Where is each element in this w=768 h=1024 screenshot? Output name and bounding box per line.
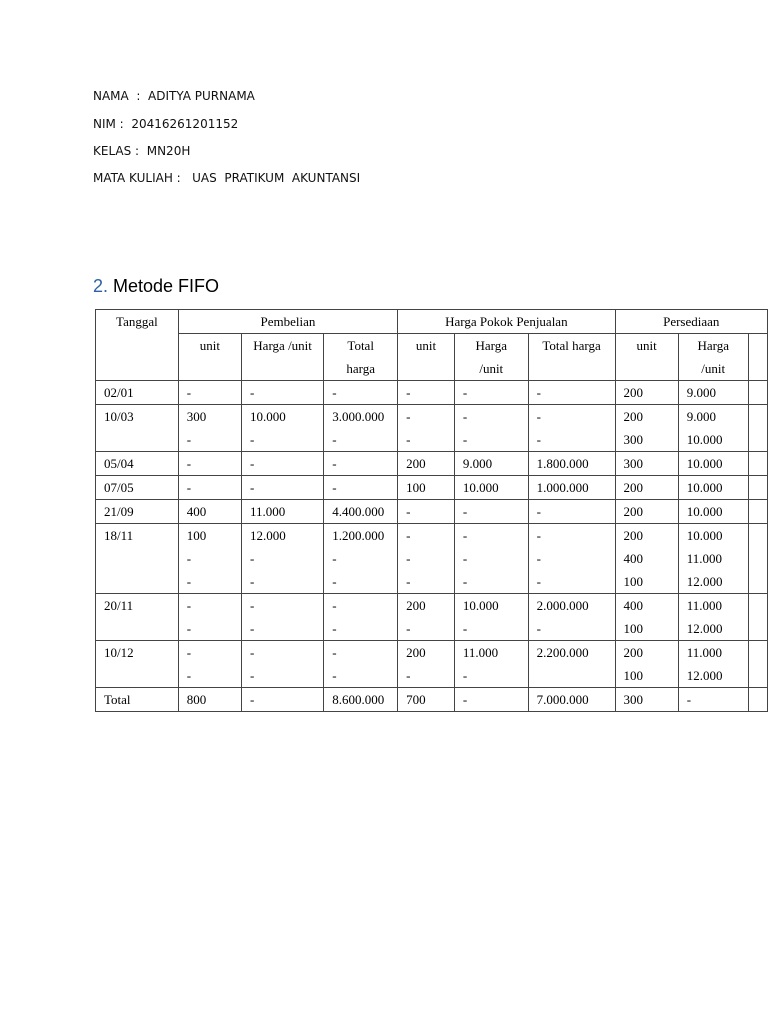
cell-p-harga: -: [242, 452, 324, 476]
cell-s-unit: 200 300: [615, 405, 678, 452]
cell-h-unit: 200: [398, 452, 455, 476]
section-heading: [93, 276, 219, 297]
cell-h-harga: -: [454, 381, 528, 405]
cell-persediaan-total: [748, 594, 767, 641]
cell-tanggal: 02/01: [96, 381, 179, 405]
cell-persediaan-total: [748, 500, 767, 524]
section-title: Metode FIFO: [108, 276, 220, 296]
cell-p-unit: 100 - -: [178, 524, 241, 594]
cell-h-total: 1.000.000: [528, 476, 615, 500]
cell-p-unit: -: [178, 452, 241, 476]
cell-p-total: -: [324, 381, 398, 405]
subheader-pembelian-unit: unit: [178, 334, 241, 381]
table-group-header: [96, 310, 768, 334]
cell-p-unit: -: [178, 381, 241, 405]
cell-s-harga: 9.000 10.000: [678, 405, 748, 452]
cell-p-unit: -: [178, 476, 241, 500]
cell-s-unit: 200: [615, 500, 678, 524]
header-persediaan: Persediaan: [615, 310, 767, 334]
cell-p-unit: - -: [178, 594, 241, 641]
cell-h-unit: - -: [398, 405, 455, 452]
cell-tanggal: 07/05: [96, 476, 179, 500]
cell-h-harga: - -: [454, 405, 528, 452]
cell-p-unit: 300 -: [178, 405, 241, 452]
header-hpp: Harga Pokok Penjualan: [398, 310, 615, 334]
subheader-hpp-unit: unit: [398, 334, 455, 381]
cell-tanggal: 18/11: [96, 524, 179, 594]
cell-h-harga: 10.000 -: [454, 594, 528, 641]
cell-p-harga: -: [242, 688, 324, 712]
cell-p-harga: - -: [242, 594, 324, 641]
cell-s-unit: 200 100: [615, 641, 678, 688]
cell-s-harga: 11.000 12.000: [678, 594, 748, 641]
cell-p-total: -: [324, 452, 398, 476]
table-row: [96, 452, 768, 476]
cell-h-unit: 200 -: [398, 641, 455, 688]
cell-s-unit: 200: [615, 381, 678, 405]
cell-tanggal: 20/11: [96, 594, 179, 641]
cell-s-harga: 10.000: [678, 476, 748, 500]
cell-h-harga: - - -: [454, 524, 528, 594]
cell-p-harga: 10.000 -: [242, 405, 324, 452]
cell-h-total: -: [528, 381, 615, 405]
cell-p-harga: 12.000 - -: [242, 524, 324, 594]
cell-p-harga: 11.000: [242, 500, 324, 524]
cell-persediaan-total: [748, 641, 767, 688]
course-name: MATA KULIAH : UAS PRATIKUM AKUNTANSI: [93, 171, 361, 185]
fifo-table: [95, 309, 768, 712]
table-row: [96, 594, 768, 641]
cell-p-total: - -: [324, 594, 398, 641]
cell-h-unit: 200 -: [398, 594, 455, 641]
cell-h-harga: -: [454, 688, 528, 712]
cell-s-harga: 10.000 11.000 12.000: [678, 524, 748, 594]
cell-h-total: -: [528, 500, 615, 524]
student-name: NAMA : ADITYA PURNAMA: [93, 89, 255, 103]
cell-h-harga: 11.000 -: [454, 641, 528, 688]
subheader-hpp-harga: Harga /unit: [454, 334, 528, 381]
cell-persediaan-total: [748, 688, 767, 712]
cell-h-total: - -: [528, 405, 615, 452]
cell-p-total: 8.600.000: [324, 688, 398, 712]
cell-persediaan-total: [748, 524, 767, 594]
cell-p-total: -: [324, 476, 398, 500]
cell-p-harga: - -: [242, 641, 324, 688]
cell-s-harga: 10.000: [678, 500, 748, 524]
subheader-pembelian-harga: Harga /unit: [242, 334, 324, 381]
cell-tanggal: 10/12: [96, 641, 179, 688]
cell-tanggal: 10/03: [96, 405, 179, 452]
cell-h-harga: -: [454, 500, 528, 524]
table-row: [96, 381, 768, 405]
cell-p-harga: -: [242, 476, 324, 500]
cell-p-total: 3.000.000 -: [324, 405, 398, 452]
cell-s-unit: 300: [615, 688, 678, 712]
cell-p-total: 1.200.000 - -: [324, 524, 398, 594]
subheader-persediaan-unit: unit: [615, 334, 678, 381]
cell-h-harga: 10.000: [454, 476, 528, 500]
table-row: [96, 524, 768, 594]
table-sub-header: [96, 334, 768, 381]
cell-h-total: 7.000.000: [528, 688, 615, 712]
table-row: [96, 500, 768, 524]
cell-h-total: 1.800.000: [528, 452, 615, 476]
subheader-persediaan-total: [748, 334, 767, 381]
section-number: 2.: [93, 276, 109, 296]
cell-s-harga: 10.000: [678, 452, 748, 476]
header-pembelian: Pembelian: [178, 310, 397, 334]
cell-h-total: 2.000.000 -: [528, 594, 615, 641]
cell-tanggal: Total: [96, 688, 179, 712]
cell-h-unit: -: [398, 500, 455, 524]
cell-h-unit: 700: [398, 688, 455, 712]
table-row: [96, 405, 768, 452]
cell-p-unit: - -: [178, 641, 241, 688]
cell-s-harga: 11.000 12.000: [678, 641, 748, 688]
cell-tanggal: 21/09: [96, 500, 179, 524]
subheader-hpp-total: Total harga: [528, 334, 615, 381]
cell-s-unit: 400 100: [615, 594, 678, 641]
header-tanggal: Tanggal: [96, 310, 179, 381]
cell-h-total: - - -: [528, 524, 615, 594]
subheader-persediaan-harga: Harga /unit: [678, 334, 748, 381]
cell-s-unit: 300: [615, 452, 678, 476]
cell-persediaan-total: [748, 452, 767, 476]
cell-p-unit: 400: [178, 500, 241, 524]
cell-p-harga: -: [242, 381, 324, 405]
student-class: KELAS : MN20H: [93, 144, 191, 158]
table-row: [96, 476, 768, 500]
cell-persediaan-total: [748, 405, 767, 452]
cell-p-unit: 800: [178, 688, 241, 712]
cell-h-unit: 100: [398, 476, 455, 500]
table-row: [96, 641, 768, 688]
cell-h-unit: -: [398, 381, 455, 405]
cell-p-total: - -: [324, 641, 398, 688]
cell-s-harga: -: [678, 688, 748, 712]
cell-p-total: 4.400.000: [324, 500, 398, 524]
cell-persediaan-total: [748, 381, 767, 405]
cell-h-total: 2.200.000: [528, 641, 615, 688]
student-nim: NIM : 20416261201152: [93, 117, 239, 131]
cell-s-unit: 200 400 100: [615, 524, 678, 594]
subheader-pembelian-total: Total harga: [324, 334, 398, 381]
table-row: [96, 688, 768, 712]
cell-h-harga: 9.000: [454, 452, 528, 476]
cell-persediaan-total: [748, 476, 767, 500]
cell-tanggal: 05/04: [96, 452, 179, 476]
cell-h-unit: - - -: [398, 524, 455, 594]
cell-s-harga: 9.000: [678, 381, 748, 405]
cell-s-unit: 200: [615, 476, 678, 500]
